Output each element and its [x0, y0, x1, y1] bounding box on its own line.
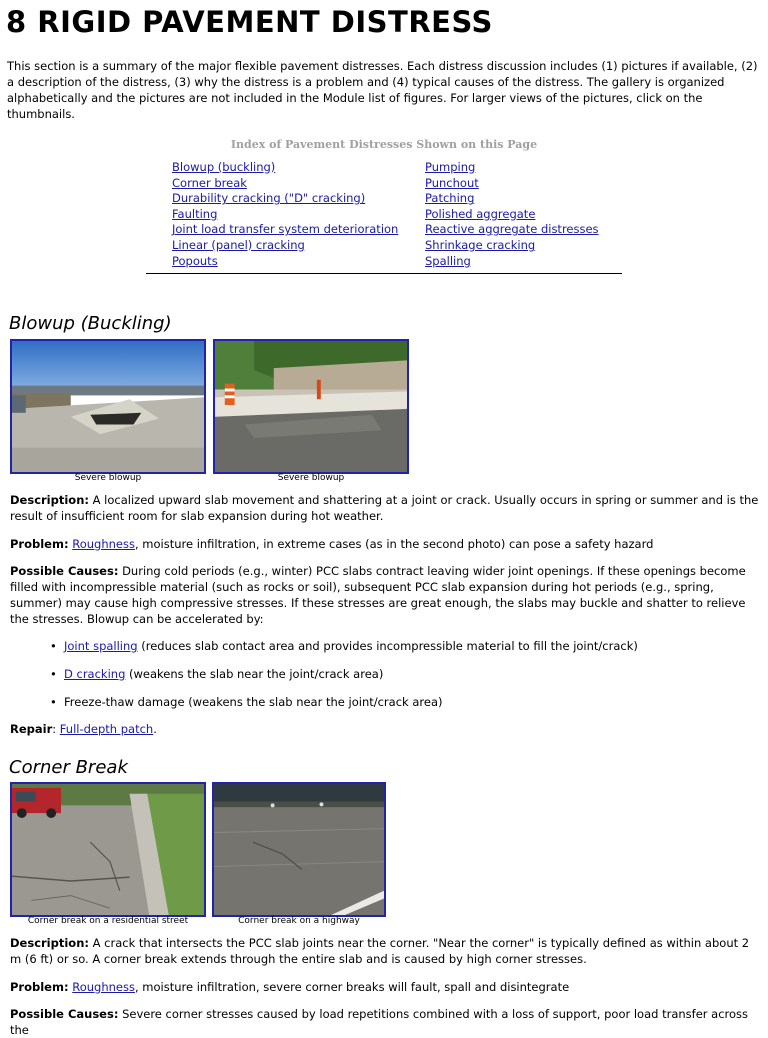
list-item: [50, 694, 750, 722]
corner-break-caption-1: Corner break on a residential street: [27, 916, 189, 926]
index-link-pumping[interactable]: Pumping: [425, 160, 476, 174]
index-link-joint-load-transfer[interactable]: Joint load transfer system deterioration: [172, 222, 399, 237]
index-link-faulting[interactable]: Faulting: [172, 206, 218, 221]
index-link-patching[interactable]: Patching: [425, 191, 475, 206]
index-link-polished-aggregate[interactable]: Polished aggregate: [425, 206, 536, 221]
intro-paragraph: This section is a summary of the major flexible pavement distresses. Each distress discussion includes (1) pictures if available, (2) a description of the distress, (3) why the distress is a problem and (4) typical causes of the distress. The gallery is organized alphabetically and the pictures are not included in the Module list of figures. For larger views of the pictures, click on the thumbnails.: [7, 59, 758, 121]
list-item-text: (reduces slab contact area and provides incompressible material to fill the joint/crack): [137, 639, 638, 653]
blowup-problem-label: Problem:: [10, 537, 69, 551]
list-item: [50, 666, 750, 694]
full-depth-patch-link[interactable]: Full-depth patch: [59, 722, 154, 736]
corner-problem-text: , moisture infiltration, severe corner breaks will fault, spall and disintegrate: [134, 980, 570, 994]
index-link-linear-cracking[interactable]: Linear (panel) cracking: [172, 237, 305, 252]
corner-description-text: A crack that intersects the PCC slab joints near the corner. "Near the corner" is typically defined as within about 2 m (6 ft) or so. A corner break extends through the entire slab and is caused by high corner stresses.: [10, 936, 750, 966]
corner-break-heading: Corner Break: [9, 757, 128, 778]
list-item-text: Freeze-thaw damage (weakens the slab near the joint/crack area): [64, 695, 443, 709]
corner-break-photo-2-image: [214, 784, 384, 915]
blowup-description-label: Description:: [10, 493, 89, 507]
blowup-causes: [10, 563, 760, 627]
corner-break-photo-2[interactable]: [212, 782, 386, 917]
corner-break-description: [10, 935, 760, 967]
index-link-spalling[interactable]: Spalling: [425, 253, 471, 268]
blowup-roughness-link[interactable]: Roughness: [72, 537, 135, 551]
d-cracking-link[interactable]: D cracking: [64, 667, 126, 681]
index-link-durability-cracking[interactable]: Durability cracking ("D" cracking): [172, 191, 366, 206]
index-left-column: [172, 160, 398, 269]
corner-causes-label: Possible Causes:: [10, 1007, 119, 1021]
blowup-repair-label: Repair: [10, 722, 53, 736]
repair-end: .: [153, 722, 157, 736]
corner-break-problem: [10, 979, 760, 995]
index-title: Index of Pavement Distresses Shown on this Page: [230, 138, 538, 151]
corner-description-label: Description:: [10, 936, 89, 950]
blowup-description: [10, 492, 760, 524]
index-link-punchout[interactable]: Punchout: [425, 175, 479, 190]
blowup-photo-2[interactable]: [213, 339, 409, 474]
index-link-blowup[interactable]: Blowup (buckling): [172, 160, 276, 174]
blowup-problem: [10, 536, 760, 552]
corner-problem-label: Problem:: [10, 980, 69, 994]
blowup-photo-2-image: [215, 341, 407, 472]
list-item-text: (weakens the slab near the joint/crack area): [125, 667, 384, 681]
blowup-causes-label: Possible Causes:: [10, 564, 119, 578]
blowup-causes-text: During cold periods (e.g., winter) PCC slabs contract leaving wider joint openings. If these openings become filled with incompressible material (such as rocks or soil), subsequent PCC slab expansion during hot periods (e.g., spring, summer) may cause high compressive stresses. If these stresses are great enough, the slabs may buckle and shatter to relieve the stresses. Blowup can be accelerated by:: [10, 564, 746, 626]
blowup-accelerators-list: [50, 638, 750, 722]
index-divider: [146, 273, 622, 274]
blowup-caption-1: Severe blowup: [74, 473, 142, 483]
blowup-problem-text: , moisture infiltration, in extreme cases (as in the second photo) can pose a safety hazard: [134, 537, 654, 551]
corner-break-photo-1[interactable]: [10, 782, 206, 917]
corner-roughness-link[interactable]: Roughness: [72, 980, 135, 994]
index-link-popouts[interactable]: Popouts: [172, 253, 218, 268]
blowup-photo-1[interactable]: [10, 339, 206, 474]
index-link-reactive-aggregate[interactable]: Reactive aggregate distresses: [425, 222, 599, 237]
corner-break-causes: [10, 1006, 760, 1038]
blowup-heading: Blowup (Buckling): [9, 313, 172, 334]
index-link-corner-break[interactable]: Corner break: [172, 175, 247, 190]
repair-separator: :: [52, 722, 60, 736]
joint-spalling-link[interactable]: Joint spalling: [64, 639, 138, 653]
blowup-repair: [10, 721, 760, 737]
index-link-shrinkage-cracking[interactable]: Shrinkage cracking: [425, 237, 536, 252]
blowup-description-text: A localized upward slab movement and shattering at a joint or crack. Usually occurs in spring or summer and is the result of insufficient room for slab expansion during hot weather.: [10, 493, 759, 523]
page-title: 8 RIGID PAVEMENT DISTRESS: [6, 5, 493, 39]
corner-causes-text: Severe corner stresses caused by load repetitions combined with a loss of support, poor load transfer across the: [10, 1007, 749, 1037]
index-right-column: [425, 160, 599, 269]
corner-break-photo-1-image: [12, 784, 204, 915]
corner-break-caption-2: Corner break on a highway: [238, 916, 360, 926]
list-item: [50, 638, 750, 666]
blowup-caption-2: Severe blowup: [277, 473, 345, 483]
blowup-photo-1-image: [12, 341, 204, 472]
